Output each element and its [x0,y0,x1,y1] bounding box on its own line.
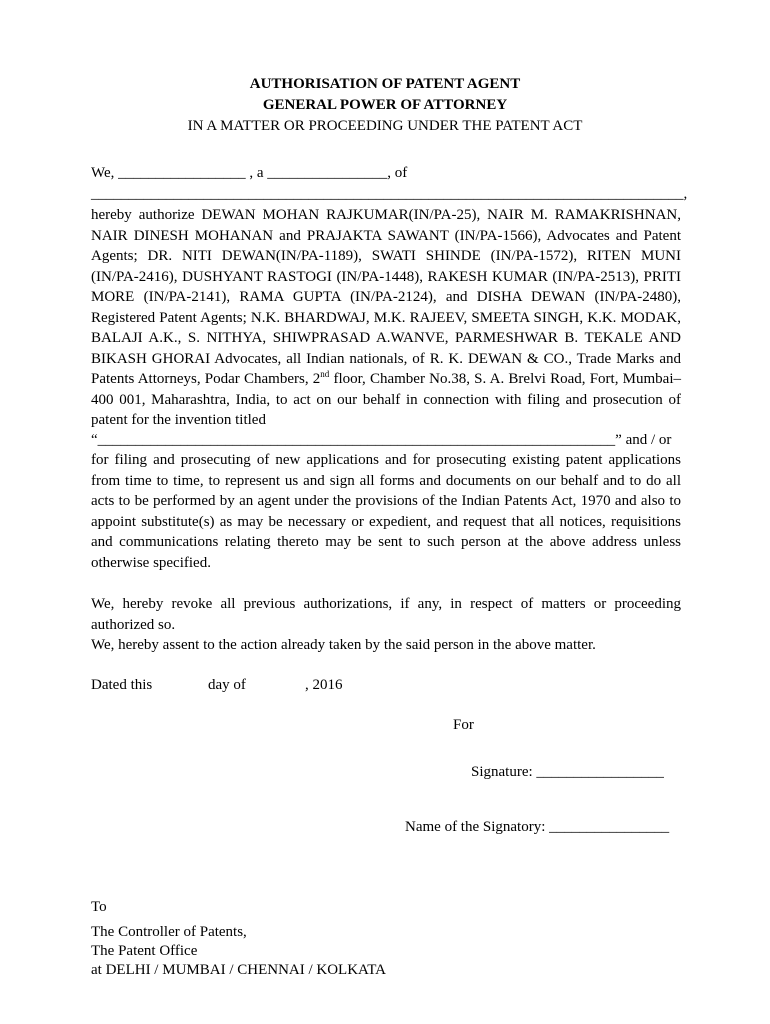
title-power-of-attorney: GENERAL POWER OF ATTORNEY [262,97,508,113]
assent-line: We, hereby assent to the action already taken by the said person in the above matter. [91,637,596,653]
filing-paragraph: for filing and prosecuting of new applications and for prosecuting existing patent applications from time to time, to represent us and sign all forms and documents on our behalf and to do all acts to be performed by an agent under the provisions of the Indian Patents Act, 1970 and also to appoint substitute(s) as may be necessary or expedient, and request that all notices, requisitions and communications relating thereto may be sent to such person at the above address unless otherwise specified. [91,452,681,571]
for-label: For [453,717,474,733]
recipient-line-2: The Patent Office [91,943,198,959]
authorize-paragraph: hereby authorize DEWAN MOHAN RAJKUMAR(IN/PA-25), NAIR M. RAMAKRISHNAN, NAIR DINESH MOHANAN and PRAJAKTA SAWANT (IN/PA-1566), Advocates and Patent Agents; DR. NITI DEWAN(IN/PA-1189), SWATI SHINDE (IN/PA-1572), RITEN MUNI (IN/PA-2416), DUSHYANT RASTOGI (IN/PA-1448), RAKESH KUMAR (IN/PA-2513), PRITI MORE (IN/PA-2141), RAMA GUPTA (IN/PA-2124), and DISHA DEWAN (IN/PA-2480), Registered Patent Agents; N.K. BHARDWAJ, M.K. RAJEEV, SMEETA SINGH, K.K. MODAK, BALAJI A.K., S. NITHYA, SHIWPRASAD A.WANVE, PARMESHWAR B. TEKALE AND BIKASH GHORAI Advocates, all Indian nationals, of R. K. DEWAN & CO., Trade Marks and Patents Attorneys, Podar Chambers, 2nd floor, Chamber No.38, S. A. Brelvi Road, Fort, Mumbai–400 001, Maharashtra, India, to act on our behalf in connection with filing and prosecution of patent for the invention titled [91,207,681,428]
signature-line: Signature: _________________ [471,764,664,780]
to-label: To [91,899,107,915]
dated-label: Dated this [91,677,153,693]
superscript-nd: nd [320,369,330,379]
invention-title-line: “_____________________________________________________________________” and / or [91,432,672,448]
address-line: _______________________________________________________________________________, [91,186,688,202]
year-label: , 2016 [305,677,343,693]
recipient-line-1: The Controller of Patents, [91,924,247,940]
day-of-label: day of [208,677,246,693]
signatory-name-line: Name of the Signatory: ________________ [405,819,670,835]
title-authorisation: AUTHORISATION OF PATENT AGENT [249,76,521,92]
revoke-paragraph: We, hereby revoke all previous authorizations, if any, in respect of matters or proceeding authorized so. [91,596,681,633]
recipient-line-3: at DELHI / MUMBAI / CHENNAI / KOLKATA [91,962,387,978]
we-line: We, _________________ , a ________________, of [91,165,408,181]
subtitle-matter: IN A MATTER OR PROCEEDING UNDER THE PATENT ACT [187,118,583,134]
